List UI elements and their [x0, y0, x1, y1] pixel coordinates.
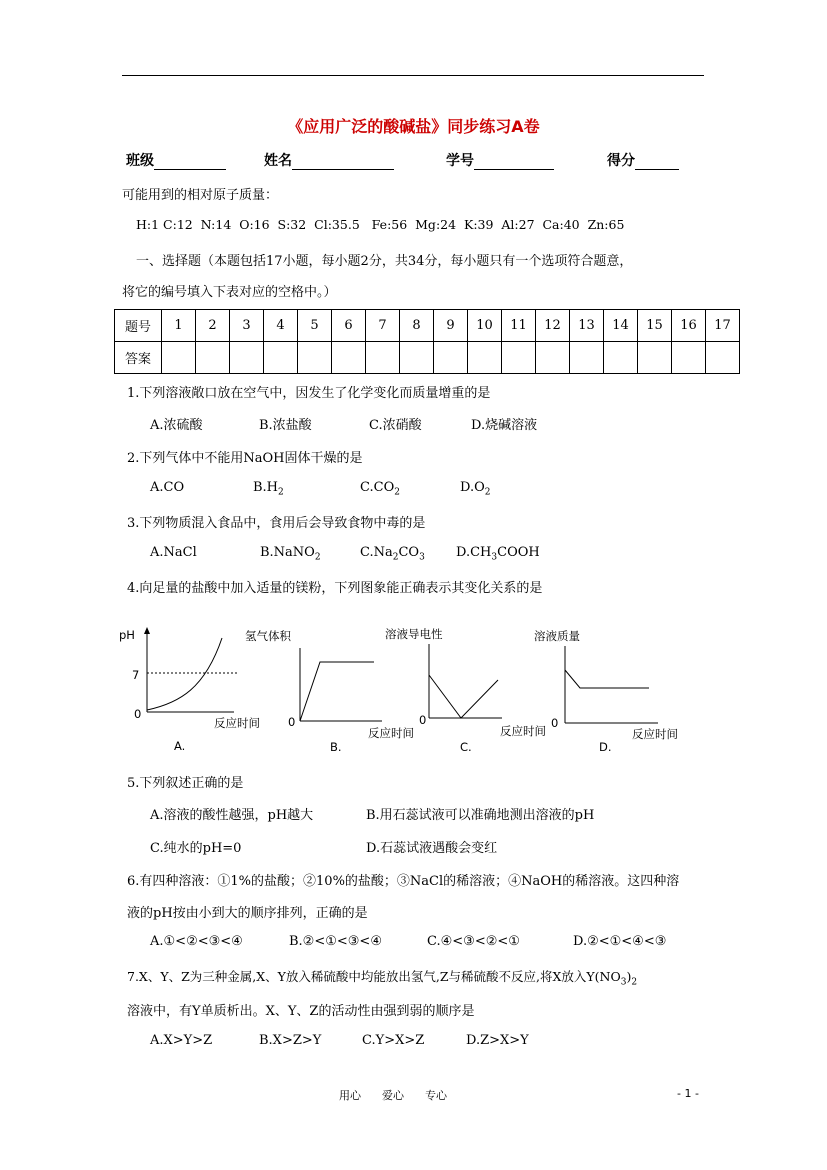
q3-option-a: A.NaCl [150, 545, 197, 560]
graph-d-xlabel: 反应时间 [632, 727, 678, 741]
graph-c-caption: C. [460, 740, 472, 754]
graph-b-caption: B. [330, 740, 342, 754]
row-label-number: 题号 [115, 310, 162, 342]
answer-cell[interactable] [162, 342, 196, 374]
atomic-mass-list: H:1 C:12 N:14 O:16 S:32 Cl:35.5 Fe:56 Mg:24 K:39 Al:27 Ca:40 Zn:65 [136, 217, 625, 232]
graph-b [245, 629, 414, 754]
graph-d [534, 629, 678, 754]
graph-a-origin: 0 [134, 707, 142, 721]
q5-option-b: B.用石蕊试液可以准确地测出溶液的pH [366, 808, 595, 823]
answer-cell[interactable] [604, 342, 638, 374]
graph-d-ylabel: 溶液质量 [534, 629, 580, 643]
id-field: 学号 [446, 150, 554, 170]
q-number: 17 [706, 310, 740, 342]
q-number: 1 [162, 310, 196, 342]
q3-stem: 3.下列物质混入食品中，食用后会导致食物中毒的是 [127, 516, 426, 531]
q1-option-c: C.浓硝酸 [369, 418, 422, 433]
answer-table-row-numbers [115, 310, 740, 342]
q-number: 3 [230, 310, 264, 342]
class-blank[interactable] [154, 155, 226, 170]
q7-stem-line2: 溶液中，有Y单质析出。X、Y、Z的活动性由强到弱的顺序是 [127, 1004, 475, 1019]
answer-cell[interactable] [638, 342, 672, 374]
score-field: 得分 [607, 150, 679, 170]
q3-option-d: $D.CH_3COOH$ [456, 545, 540, 563]
q1-stem: 1.下列溶液敞口放在空气中，因发生了化学变化而质量增重的是 [127, 386, 491, 401]
graph-a-y7: 7 [132, 668, 140, 682]
graph-d-caption: D. [599, 740, 612, 754]
answer-cell[interactable] [536, 342, 570, 374]
graph-a-curve [147, 638, 222, 710]
q2-option-a: A.CO [150, 480, 185, 495]
q7-option-d: D.Z>X>Y [466, 1033, 529, 1048]
q6-option-b: B.②<①<③<④ [289, 934, 382, 949]
graph-b-line [300, 662, 374, 721]
atomic-mass-heading: 可能用到的相对原子质量： [122, 188, 279, 203]
q-number: 11 [502, 310, 536, 342]
graph-b-origin: 0 [288, 715, 296, 729]
q-number: 8 [400, 310, 434, 342]
q5-stem: 5.下列叙述正确的是 [127, 776, 244, 791]
answer-cell[interactable] [502, 342, 536, 374]
answer-cell[interactable] [264, 342, 298, 374]
q-number: 12 [536, 310, 570, 342]
q6-stem-line2: 液的pH按由小到大的顺序排列，正确的是 [127, 906, 368, 921]
q-number: 16 [672, 310, 706, 342]
answer-cell[interactable] [230, 342, 264, 374]
q-number: 13 [570, 310, 604, 342]
q-number: 7 [366, 310, 400, 342]
graph-c-ylabel: 溶液导电性 [385, 627, 443, 641]
answer-cell[interactable] [366, 342, 400, 374]
q6-option-d: D.②<①<④<③ [573, 934, 667, 949]
answer-cell[interactable] [570, 342, 604, 374]
answer-cell[interactable] [400, 342, 434, 374]
score-blank[interactable] [635, 155, 679, 170]
graph-a-caption: A. [174, 739, 186, 753]
q-number: 6 [332, 310, 366, 342]
q-number: 10 [468, 310, 502, 342]
answer-table-row-answers [115, 342, 740, 374]
q2-option-b: $B.H_2$ [253, 480, 284, 498]
q2-option-d: $D.O_2$ [460, 480, 491, 498]
answer-cell[interactable] [672, 342, 706, 374]
id-blank[interactable] [474, 155, 554, 170]
graph-b-ylabel: 氢气体积 [245, 629, 291, 643]
q4-graphs [110, 618, 710, 763]
answer-cell[interactable] [706, 342, 740, 374]
section1-line1: 一、选择题（本题包括17小题，每小题2分，共34分，每小题只有一个选项符合题意， [136, 254, 633, 269]
name-field: 姓名 [264, 150, 394, 170]
section1-line2: 将它的编号填入下表对应的空格中。） [122, 285, 337, 300]
row-label-answer: 答案 [115, 342, 162, 374]
q-number: 2 [196, 310, 230, 342]
footer-motto: 用心 爱心 专心 [339, 1089, 447, 1102]
graph-a-xlabel: 反应时间 [214, 716, 260, 730]
q-number: 5 [298, 310, 332, 342]
q5-option-a: A.溶液的酸性越强，pH越大 [150, 808, 314, 823]
q1-option-d: D.烧碱溶液 [471, 418, 538, 433]
graph-d-line [565, 670, 649, 688]
q3-option-b: B.NaNO$_2$ [260, 545, 321, 563]
graph-c-xlabel: 反应时间 [500, 724, 546, 738]
q7-option-b: B.X>Z>Y [259, 1033, 322, 1048]
graph-a-ylabel: pH [119, 628, 135, 642]
q3-option-c: $C.Na_2CO_3$ [360, 545, 425, 563]
q6-option-a: A.①<②<③<④ [150, 934, 243, 949]
answer-cell[interactable] [196, 342, 230, 374]
q5-option-c: C.纯水的pH=0 [150, 841, 242, 856]
graph-b-xlabel: 反应时间 [368, 726, 414, 740]
q-number: 14 [604, 310, 638, 342]
q7-option-c: C.Y>X>Z [362, 1033, 425, 1048]
class-field: 班级 [126, 150, 226, 170]
q7-stem-line1: 7.X、Y、Z为三种金属,X、Y放入稀硫酸中均能放出氢气,Z与稀硫酸不反应,将X放入$Y(NO_3)_2$ [127, 969, 638, 988]
answer-cell[interactable] [468, 342, 502, 374]
graph-c-origin: 0 [419, 713, 427, 727]
q1-option-a: A.浓硫酸 [150, 418, 203, 433]
page-title: 《应用广泛的酸碱盐》同步练习A卷 [287, 117, 540, 136]
q4-stem: 4.向足量的盐酸中加入适量的镁粉，下列图象能正确表示其变化关系的是 [127, 581, 543, 596]
answer-cell[interactable] [332, 342, 366, 374]
answer-table [114, 309, 740, 374]
q-number: 9 [434, 310, 468, 342]
q2-option-c: $C.CO_2$ [360, 480, 400, 498]
answer-cell[interactable] [298, 342, 332, 374]
answer-cell[interactable] [434, 342, 468, 374]
q6-stem-line1: 6.有四种溶液：①1%的盐酸；②10%的盐酸；③NaCl的稀溶液；④NaOH的稀溶液。这四种溶 [127, 874, 680, 889]
q5-option-d: D.石蕊试液遇酸会变红 [366, 841, 498, 856]
q6-option-c: C.④<③<②<① [427, 934, 520, 949]
q-number: 15 [638, 310, 672, 342]
page-number: - 1 - [677, 1087, 699, 1100]
graph-c-line [429, 675, 498, 718]
q-number: 4 [264, 310, 298, 342]
header-rule [122, 75, 704, 76]
name-blank[interactable] [292, 155, 394, 170]
q1-option-b: B.浓盐酸 [259, 418, 312, 433]
q2-stem: 2.下列气体中不能用NaOH固体干燥的是 [127, 451, 363, 466]
q7-option-a: A.X>Y>Z [150, 1033, 213, 1048]
graph-a [119, 627, 260, 753]
graph-d-origin: 0 [551, 716, 559, 730]
